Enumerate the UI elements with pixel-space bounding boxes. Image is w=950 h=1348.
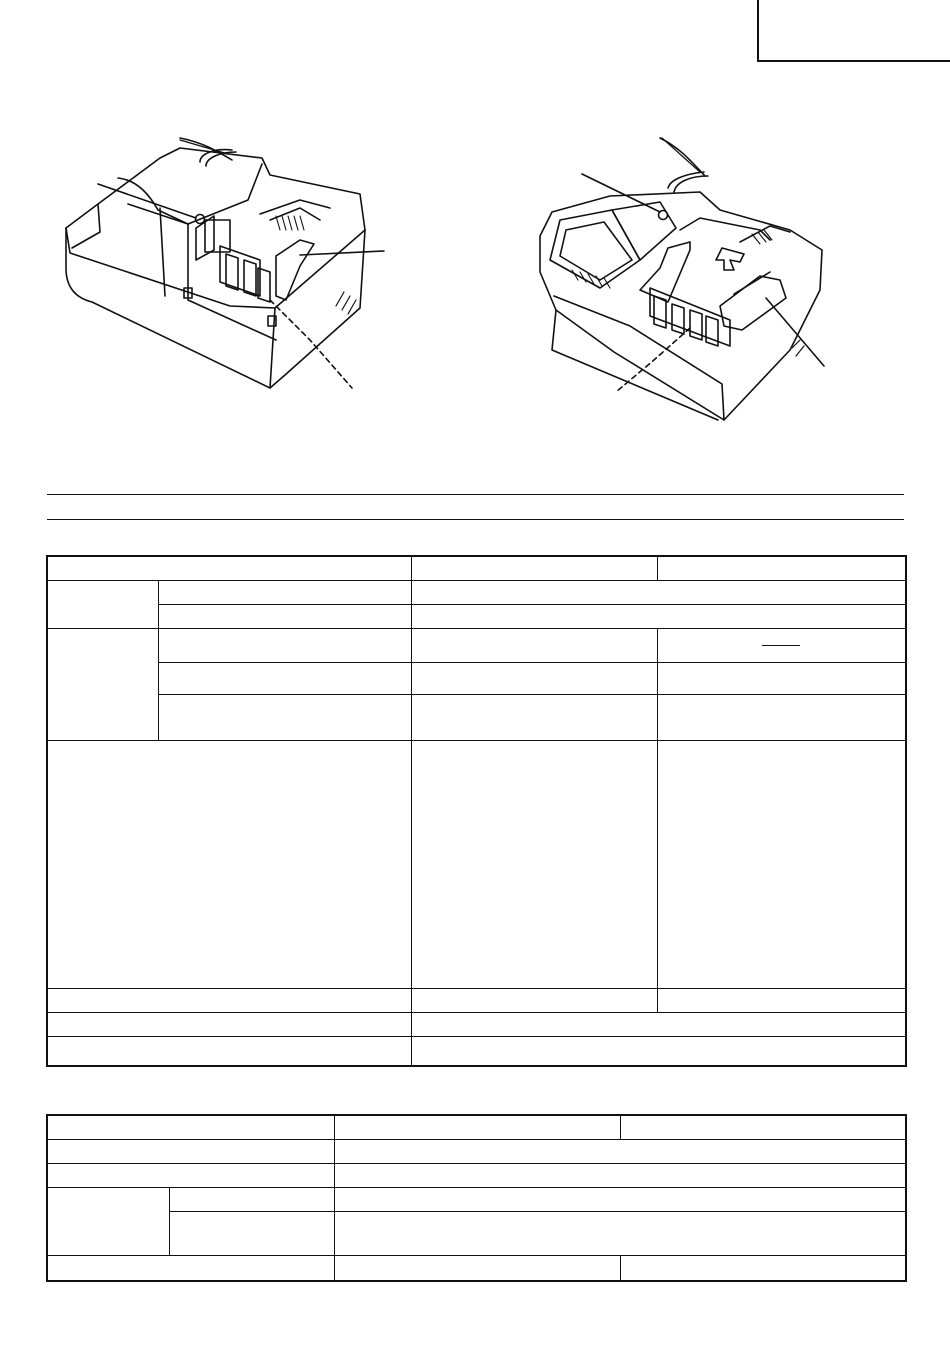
table-cell (411, 694, 657, 740)
table-cell (620, 1255, 906, 1281)
table-cell (158, 662, 411, 694)
table-cell (47, 1163, 334, 1187)
left-charger-drawing (66, 138, 384, 388)
table-cell (411, 628, 657, 662)
table-cell (657, 740, 906, 988)
table-cell (47, 1255, 334, 1281)
section-rule-top (47, 494, 904, 495)
table-cell (334, 1211, 906, 1255)
table-cell (169, 1187, 334, 1211)
table-cell (411, 556, 657, 580)
table-row (47, 988, 906, 1012)
table-cell (411, 1012, 906, 1036)
table-row (47, 694, 906, 740)
table-cell (47, 556, 411, 580)
not-applicable-dash (762, 645, 800, 646)
table-cell (657, 662, 906, 694)
table-row (47, 604, 906, 628)
charger-illustrations (0, 120, 950, 450)
table-cell (411, 740, 657, 988)
table-row (47, 1139, 906, 1163)
table-row (47, 1115, 906, 1139)
table-cell (334, 1139, 906, 1163)
table-cell (47, 1115, 334, 1139)
table-cell (169, 1211, 334, 1255)
table-cell (47, 1139, 334, 1163)
right-charger-drawing (540, 138, 824, 420)
table-cell (334, 1187, 906, 1211)
table-cell (334, 1255, 620, 1281)
table-cell (334, 1163, 906, 1187)
table-row (47, 1163, 906, 1187)
table-cell (47, 988, 411, 1012)
language-tab (757, 0, 950, 62)
table-cell (411, 604, 906, 628)
table-row (47, 662, 906, 694)
specification-table-charger (46, 555, 907, 1067)
table-cell (47, 740, 411, 988)
table-row (47, 1036, 906, 1066)
table-cell (411, 580, 906, 604)
table-cell (158, 604, 411, 628)
table-cell (47, 1187, 169, 1255)
table-cell (411, 1036, 906, 1066)
table-row (47, 628, 906, 662)
table-cell (158, 628, 411, 662)
table-row (47, 1012, 906, 1036)
table-row (47, 580, 906, 604)
table-cell (657, 694, 906, 740)
specification-table-battery (46, 1114, 907, 1282)
table-row (47, 1255, 906, 1281)
table-row (47, 556, 906, 580)
table-row (47, 1187, 906, 1211)
table-cell (47, 580, 158, 628)
table-cell (47, 1036, 411, 1066)
table-cell (47, 1012, 411, 1036)
table-cell (158, 580, 411, 604)
table-cell (411, 988, 657, 1012)
table-cell (334, 1115, 620, 1139)
table-cell (657, 988, 906, 1012)
table-cell (411, 662, 657, 694)
table-cell (47, 628, 158, 740)
table-cell (620, 1115, 906, 1139)
table-cell (657, 628, 906, 662)
table-cell (158, 694, 411, 740)
table-row (47, 740, 906, 988)
table-cell (657, 556, 906, 580)
table-row (47, 1211, 906, 1255)
section-rule-bottom (47, 519, 904, 520)
